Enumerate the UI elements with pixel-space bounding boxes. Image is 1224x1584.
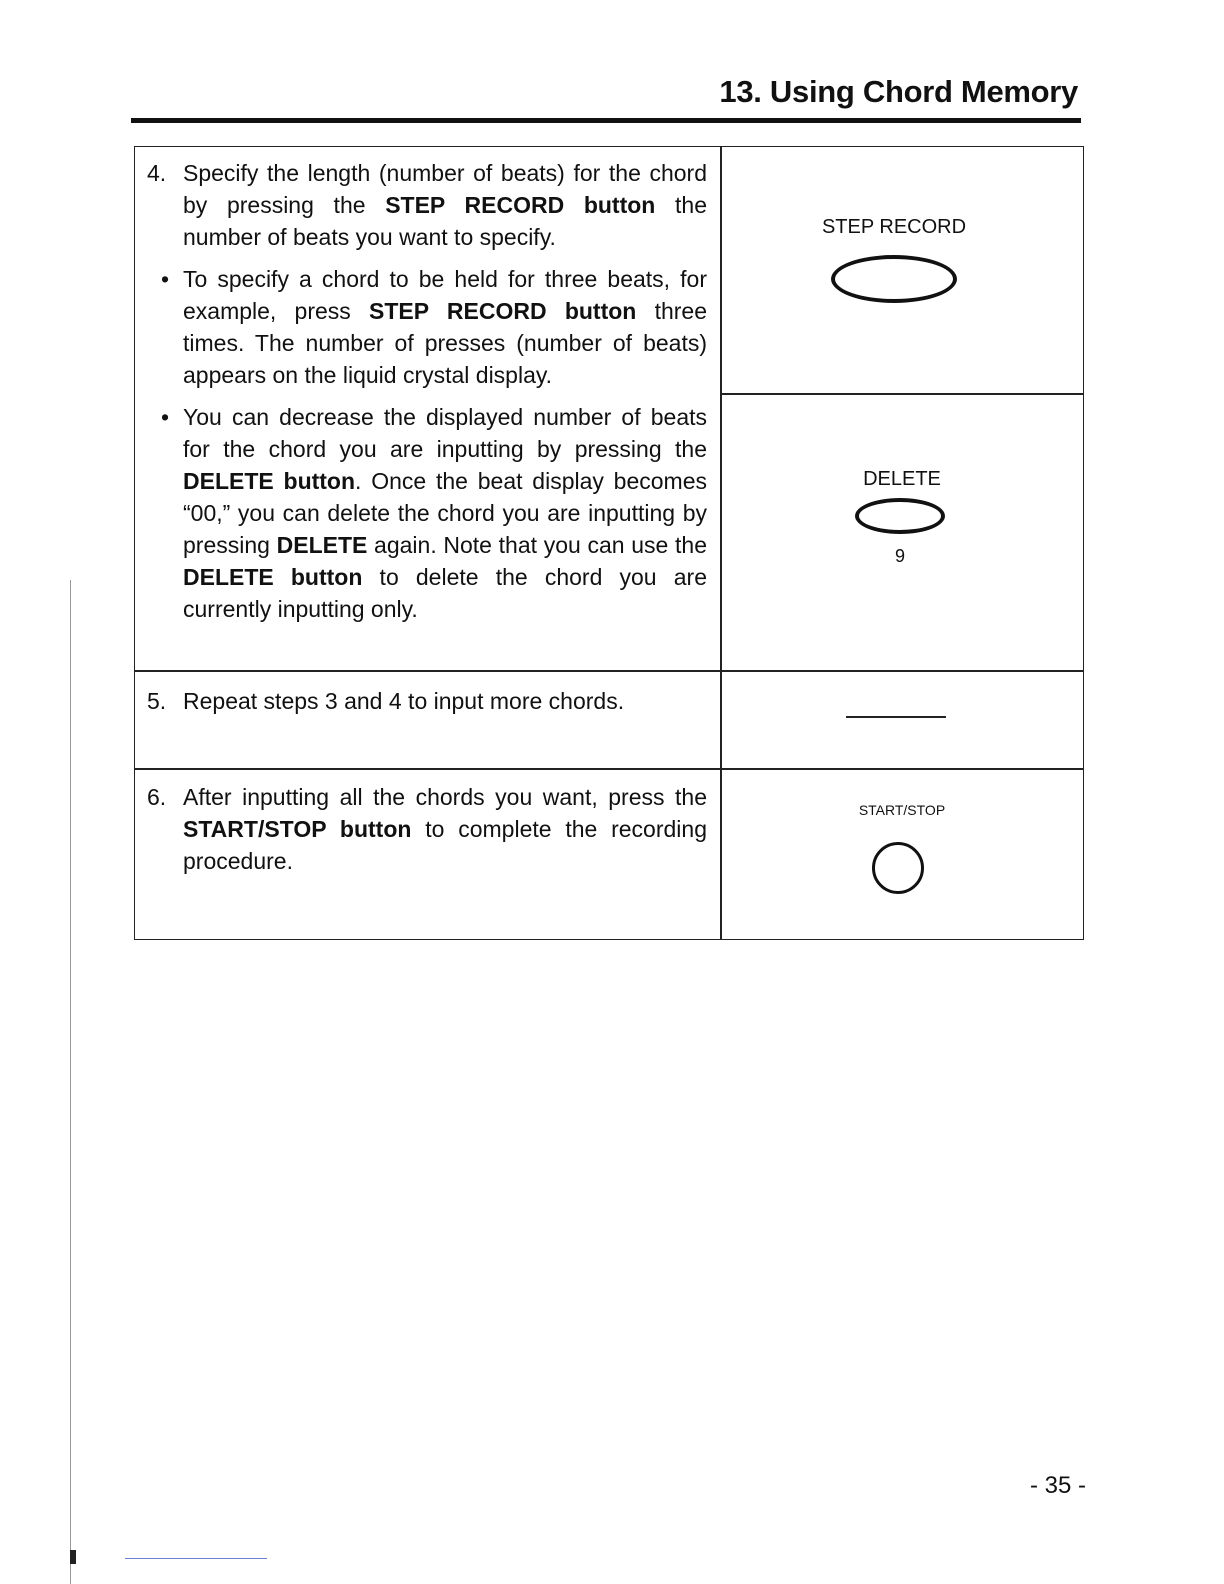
page-title: 13. Using Chord Memory bbox=[719, 74, 1078, 109]
scan-margin-mark bbox=[70, 1550, 76, 1564]
bullet-icon: • bbox=[161, 404, 170, 430]
scan-margin-line bbox=[70, 580, 71, 1584]
step-4: 4. Specify the length (number of beats) for the chord by pressing the STEP RECORD button the number of beats you want to specify. • To specify a chord to be held for three beats, for example, press STEP RECORD button three times. The number of presses (number of beats) appears on the liquid crystal display. • You can decrease the displayed number of beats for the chord you are inputting by pressing the DELETE button. Once the beat display becomes “00,” you can delete the chord you are inputting by pressing DELETE again. Note that you can use the DELETE button to delete the chord you are currently inputting only. bbox=[147, 157, 707, 625]
start-stop-label: START/STOP bbox=[858, 802, 946, 818]
step-record-label: STEP RECORD bbox=[821, 216, 967, 238]
delete-button-icon bbox=[855, 498, 945, 534]
step-number: 6. bbox=[147, 784, 167, 810]
delete-label: DELETE bbox=[863, 468, 941, 490]
start-stop-button-icon bbox=[872, 842, 924, 894]
row-divider bbox=[135, 768, 1084, 770]
step-number: 4. bbox=[147, 160, 167, 186]
note-item: • You can decrease the displayed number of beats for the chord you are inputting by pressing the DELETE button. Once the beat display becomes “00,” you can delete the chord you are inputting by pressing DELETE again. Note that you can use the DELETE button to delete the chord you are currently inputting only. bbox=[147, 401, 707, 625]
delete-key-number: 9 bbox=[894, 546, 905, 566]
note-item: • To specify a chord to be held for three beats, for example, press STEP RECORD button three times. The number of presses (number of beats) appears on the liquid crystal display. bbox=[147, 263, 707, 391]
row-divider bbox=[720, 393, 1084, 395]
step-number: 5. bbox=[147, 688, 167, 714]
no-illustration-dash bbox=[846, 716, 946, 718]
page-number: - 35 - bbox=[1029, 1472, 1086, 1499]
header-rule bbox=[131, 118, 1081, 123]
step-5: 5. Repeat steps 3 and 4 to input more chords. bbox=[147, 685, 707, 717]
column-divider bbox=[720, 147, 722, 939]
row-divider bbox=[135, 670, 1084, 672]
step-6: 6. After inputting all the chords you want, press the START/STOP button to complete the recording procedure. bbox=[147, 781, 707, 877]
step-record-button-icon bbox=[831, 255, 957, 303]
scan-margin-underline bbox=[125, 1558, 267, 1559]
bullet-icon: • bbox=[161, 266, 170, 292]
